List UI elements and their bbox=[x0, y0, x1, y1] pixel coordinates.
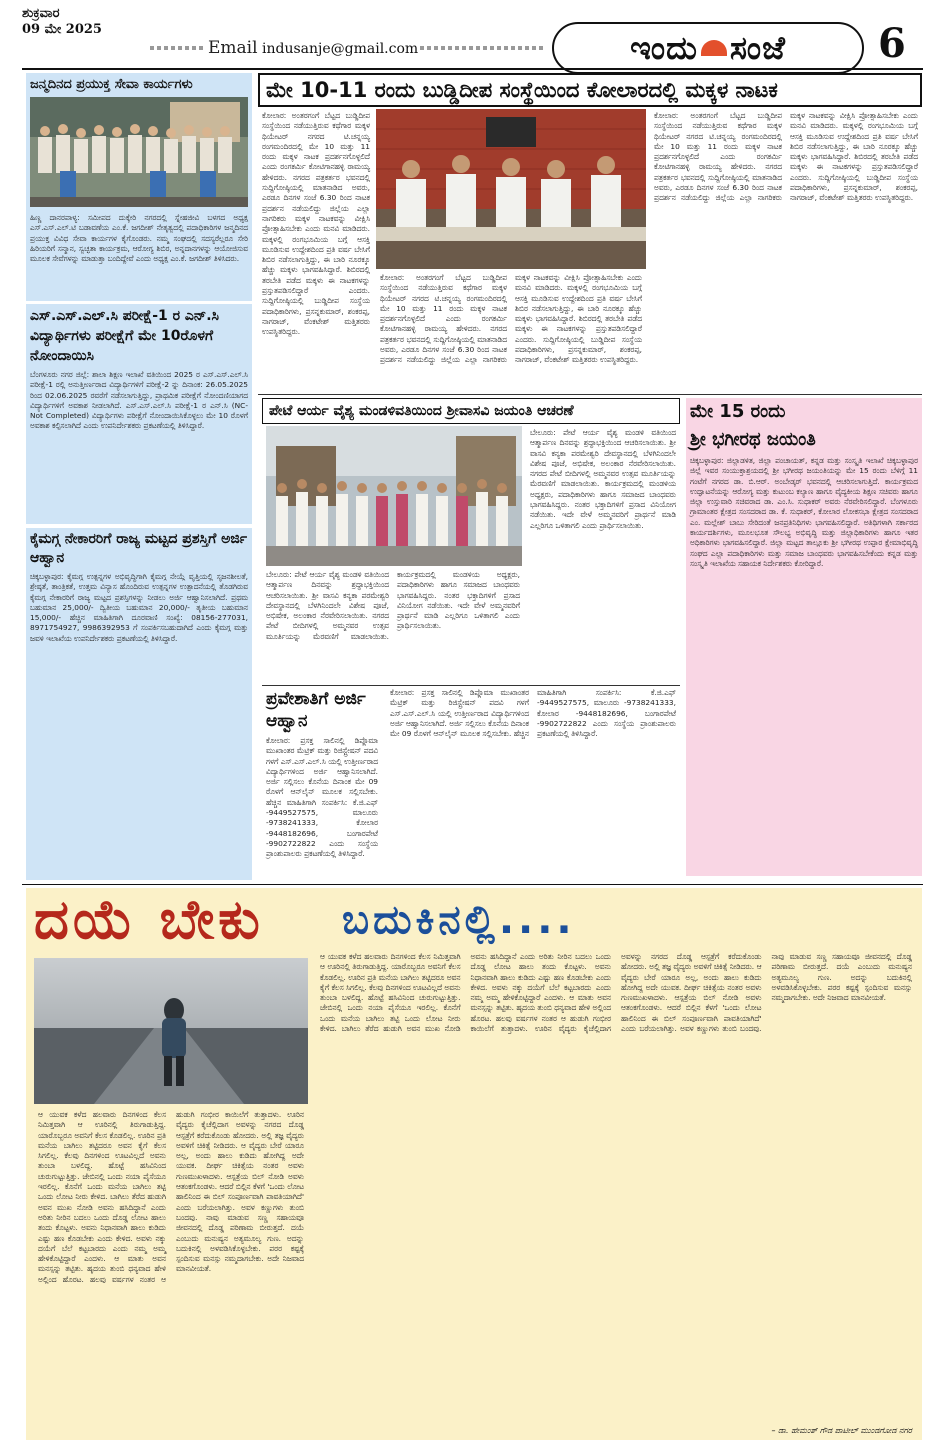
article-body-b: ಕೋಲಾರ: ಪ್ರಸಕ್ತ ಸಾಲಿನಲ್ಲಿ ಡಿಪ್ಲೊಮಾ ಮುಖಾಂತರ ಮೆಟ್ರಿಕ್ ಮತ್ತು ರಿಜಿಸ್ಟ್ರೇಷನ್ ಪದವಿ ಗಳಗೆ ಎಸ್.ಎಸ್.ಎಲ್.ಸಿ ಯಲ್ಲಿ ಉತ್ತೀರ್ಣರಾದ ವಿದ್ಯಾರ್ಥಿಗಳಿಂದ ಅರ್ಜಿ ಆಹ್ವಾನಿಸಲಾಗಿದೆ. ಅರ್ಜಿ ಸಲ್ಲಿಸಲು ಕೊನೆಯ ದಿನಾಂಕ ಮೇ 09 ರೊಳಗೆ ಆನ್‌ಲೈನ್ ಮೂಲಕ ಸಲ್ಲಿಸಬೇಕು. ಹೆಚ್ಚಿನ ಮಾಹಿತಿಗಾಗಿ ಸಂಪರ್ಕಿಸಿ: ಕೆ.ಜಿ.ಎಫ್ -9449527575, ಮಾಲೂರು -9738241333, ಕೋಲಾರ -9448182696, ಬಂಗಾರಪೇಟೆ -9902722822 ಎಂದು ಸಂಸ್ಥೆಯ ಪ್ರಾಂಶುಪಾಲರು ಪ್ರಕಟಣೆಯಲ್ಲಿ ತಿಳಿಸಿದ್ದಾರೆ. bbox=[390, 688, 676, 739]
article-body: ಹಿಣ್ಣ ದಾನರಪಾಳ್ಯ: ಸಮೀಪದ ದುಕ್ಕೇರಿ ನಗರದಲ್ಲಿ ಸ್ನೇಹಜೀವಿ ಬಳಗದ ಅಧ್ಯಕ್ಷ ಎಸ್.ಎಸ್.ಎಲ್.ಟಿ ಬಡಾವಣೆಯ ಎಂ.ಕೆ. ಜಗದೀಶ್ ನೇತೃತ್ವದಲ್ಲಿ ಪದಾಧಿಕಾರಿಗಳ ಜನ್ಮದಿನದ ಪ್ರಯುಕ್ತ ವಿವಿಧ ಸೇವಾ ಕಾರ್ಯಗಳ ಕೈಗೊಂಡರು. ನಮ್ಮ ಸಂಘದಲ್ಲಿ ಸದಸ್ಯರೆಲ್ಲರೂ ಸೇರಿ ಹಿರಿಯರಿಗೆ ಸನ್ಮಾನ, ಸ್ವಚ್ಛತಾ ಕಾರ್ಯಕ್ರಮ, ಆರೋಗ್ಯ ಶಿಬಿರ, ಅನ್ನದಾನಗಳನ್ನು ಆಯೋಜಿಸುವ ಮೂಲಕ ಸೇವೆಗಳನ್ನು ಮಾಡುತ್ತಾ ಬಂದಿದ್ದೇವೆ ಎಂದು ಅಧ್ಯಕ್ಷ ಎಂ.ಕೆ. ಜಗದೀಶ್ ತಿಳಿಸಿದರು. bbox=[30, 213, 248, 264]
divider bbox=[420, 46, 546, 50]
date: 09 ಮೇ 2025 bbox=[22, 22, 102, 37]
article-title: ಎಸ್.ಎಸ್.ಎಲ್.ಸಿ ಪರೀಕ್ಷೆ-1 ರ ಎನ್.ಸಿ ವಿದ್ಯಾರ್ಥಿಗಳು ಪರೀಕ್ಷೆಗೆ ಮೇ 10ರೊಳಗೆ ನೋಂದಾಯಿಸಿ bbox=[30, 308, 219, 364]
article-birthday-service bbox=[26, 73, 252, 301]
article-title-top: ಮೇ 15 ರಂದು bbox=[690, 401, 786, 422]
sun-icon bbox=[701, 40, 727, 56]
article-body-right: ಆ ಯುವಕ ಕಳೆದ ಹಲವಾರು ದಿನಗಳಿಂದ ಕೆಲಸ ನಿಮಿತ್ತವಾಗಿ ಆ ಊರಿನಲ್ಲಿ ತಿರುಗಾಡುತ್ತಿದ್ದ. ಯಾರೊಬ್ಬರೂ ಅವನಿಗೆ ಕೆಲಸ ಕೊಡಲಿಲ್ಲ. ಊರಿನ ಪ್ರತಿ ಮನೆಯ ಬಾಗಿಲು ತಟ್ಟಿದರೂ ಅವನ ಕೈಗೆ ಕೆಲಸ ಸಿಗಲಿಲ್ಲ. ಕೆಲವು ದಿನಗಳಿಂದ ಊಟವಿಲ್ಲದೆ ಅವನು ತುಂಬಾ ಬಳಲಿದ್ದ. ಹೊಟ್ಟೆ ಹಸಿವಿನಿಂದ ಚುರುಗುಟ್ಟುತ್ತಿತ್ತು. ಜೇಬಿನಲ್ಲಿ ಒಂದು ನಯಾ ಪೈಸೆಯೂ ಇರಲಿಲ್ಲ. ಕೊನೆಗೆ ಒಂದು ಮನೆಯ ಬಾಗಿಲು ತಟ್ಟಿ ಒಂದು ಲೋಟ ನೀರು ಕೇಳಿದ. ಬಾಗಿಲು ತೆರೆದ ಹುಡುಗಿ ಅವನ ಮುಖ ನೋಡಿ ಅವನು ಹಸಿದಿದ್ದಾನೆ ಎಂದು ಅರಿತು ನೀರಿನ ಬದಲು ಒಂದು ದೊಡ್ಡ ಲೋಟ ಹಾಲು ತಂದು ಕೊಟ್ಟಳು. ಅವನು ನಿಧಾನವಾಗಿ ಹಾಲು ಕುಡಿದು ಎಷ್ಟು ಹಣ ಕೊಡಬೇಕು ಎಂದು ಕೇಳಿದ. ಅವಳು ನಕ್ಕು ದಯೆಗೆ ಬೆಲೆ ಕಟ್ಟಬಾರದು ಎಂದು ನಮ್ಮ ಅಮ್ಮ ಹೇಳಿಕೊಟ್ಟಿದ್ದಾರೆ ಎಂದಳು. ಆ ಮಾತು ಅವನ ಮನಸ್ಸನ್ನು ತಟ್ಟಿತು. ಹೃದಯ ತುಂಬಿ ಧನ್ಯವಾದ ಹೇಳಿ ಅಲ್ಲಿಂದ ಹೊರಟ. ಹಲವು ವರ್ಷಗಳ ನಂತರ ಆ ಹುಡುಗಿ ಗಂಭೀರ ಕಾಯಿಲೆಗೆ ತುತ್ತಾದಳು. ಊರಿನ ವೈದ್ಯರು ಕೈಚೆಲ್ಲಿದಾಗ ಅವಳನ್ನು ನಗರದ ದೊಡ್ಡ ಆಸ್ಪತ್ರೆಗೆ ಕರೆದುಕೊಂಡು ಹೋದರು. ಅಲ್ಲಿ ತಜ್ಞ ವೈದ್ಯರು ಅವಳಿಗೆ ಚಿಕಿತ್ಸೆ ನೀಡಿದರು. ಆ ವೈದ್ಯರು ಬೇರೆ ಯಾರೂ ಅಲ್ಲ, ಅಂದು ಹಾಲು ಕುಡಿದು ಹೋಗಿದ್ದ ಅದೇ ಯುವಕ. ದೀರ್ಘ ಚಿಕಿತ್ಸೆಯ ನಂತರ ಅವಳು ಗುಣಮುಖಳಾದಳು. ಆಸ್ಪತ್ರೆಯ ಬಿಲ್ ನೋಡಿ ಅವಳು ಆತಂಕಗೊಂಡಳು. ಆದರೆ ಬಿಲ್ಲಿನ ಕೆಳಗೆ 'ಒಂದು ಲೋಟ ಹಾಲಿನಿಂದ ಈ ಬಿಲ್ ಸಂಪೂರ್ಣವಾಗಿ ಪಾವತಿಯಾಗಿದೆ' ಎಂದು ಬರೆಯಲಾಗಿತ್ತು. ಅವಳ ಕಣ್ಣುಗಳು ತುಂಬಿ ಬಂದವು. ನಾವು ಮಾಡುವ ಸಣ್ಣ ಸಹಾಯವೂ ಜೀವನದಲ್ಲಿ ದೊಡ್ಡ ಪರಿಣಾಮ ಬೀರುತ್ತದೆ. ದಯೆ ಎಂಬುದು ಮನುಷ್ಯನ ಅತ್ಯಮೂಲ್ಯ ಗುಣ. ಅದನ್ನು ಬದುಕಿನಲ್ಲಿ ಅಳವಡಿಸಿಕೊಳ್ಳಬೇಕು. ಪರರ ಕಷ್ಟಕ್ಕೆ ಸ್ಪಂದಿಸುವ ಮನಸ್ಸು ನಮ್ಮದಾಗಬೇಕು. ಅದೇ ನಿಜವಾದ ಮಾನವೀಯತೆ. bbox=[320, 952, 912, 1034]
article-title: ಪೇಟೆ ಆರ್ಯ ವೈಶ್ಯ ಮಂಡಳಿವತಿಯಿಂದ ಶ್ರೀವಾಸವಿ ಜಯಂತಿ ಆಚರಣೆ bbox=[262, 398, 680, 424]
person-on-road-image bbox=[34, 958, 308, 1104]
article-body: ಬೆಂಗಳೂರು ನಗರ ಜಿಲ್ಲೆ: ಶಾಲಾ ಶಿಕ್ಷಣ ಇಲಾಖೆ ವತಿಯಿಂದ 2025 ರ ಎಸ್.ಎಸ್.ಎಲ್.ಸಿ ಪರೀಕ್ಷೆ-1 ರಲ್ಲಿ ಅನುತ್ತೀರ್ಣರಾದ ವಿದ್ಯಾರ್ಥಿಗಳಿಗೆ ಪರೀಕ್ಷೆ-2 ನ್ನು ದಿನಾಂಕ: 26.05.2025 ರಿಂದ 02.06.2025 ರವರೆಗೆ ನಡೆಸಲಾಗುತ್ತಿದ್ದು, ಪ್ರಾಥಮಿಕ ಪರೀಕ್ಷೆಗೆ ನೋಂದಣಿಯಾಗದ ವಿದ್ಯಾರ್ಥಿಗಳಿಗೆ ಅವಕಾಶ ನೀಡಲಾಗಿದೆ. ಎಸ್.ಎಸ್.ಎಲ್.ಸಿ ಪರೀಕ್ಷೆ-1 ರ ಎನ್.ಸಿ (NC-Not Completed) ವಿದ್ಯಾರ್ಥಿಗಳು ಪರೀಕ್ಷೆಗೆ ನೋಂದಾಯಿಸಿಕೊಳ್ಳಲು ಮೇ 10 ರೊಳಗೆ ಅವಕಾಶ ಕಲ್ಪಿಸಲಾಗಿದೆ ಎಂದು ಉಪನಿರ್ದೇಶಕರು ಪ್ರಕಟಣೆಯಲ್ಲಿ ತಿಳಿಸಿದ್ದಾರೆ. bbox=[30, 370, 248, 431]
procession-photo bbox=[266, 426, 522, 566]
article-headline-2 bbox=[342, 890, 576, 950]
email-line bbox=[208, 38, 418, 58]
email-label: Email bbox=[208, 38, 258, 58]
section-rule bbox=[22, 884, 923, 885]
article-byline: – ಡಾ. ಹೇಮಂತ್ ಗೌಡ ಪಾಟೀಲ್ ಮುಂಡಗೋಡ ನಗರ bbox=[771, 1426, 912, 1435]
logo-text-right: ಸಂಜೆ bbox=[729, 28, 786, 67]
article-children-drama bbox=[258, 73, 922, 391]
divider bbox=[258, 394, 922, 395]
article-title: ಪ್ರವೇಶಾತಿಗೆ ಅರ್ಜಿ ಆಹ್ವಾನ bbox=[262, 686, 382, 734]
article-body-col2: ಕೋಲಾರ: ಅಂತರಗಂಗೆ ಬೆಟ್ಟದ ಬುಡ್ಡಿದೀಪ ಸಂಸ್ಥೆಯಿಂದ ನಡೆಯುತ್ತಿರುವ ಕಥೆಗಾರ ಮಕ್ಕಳ ಥಿಯೇಟರ್ ನಗರದ ಟಿ.ಚನ್ನಯ್ಯ ರಂಗಮಂದಿರದಲ್ಲಿ ಮೇ 10 ಮತ್ತು 11 ರಂದು ಮಕ್ಕಳ ನಾಟಕ ಪ್ರದರ್ಶನಗೊಳ್ಳಲಿದೆ ಎಂದು ರಂಗಕರ್ಮಿ ಕೋಟಿಗಾನಹಳ್ಳಿ ರಾಮಯ್ಯ ಹೇಳಿದರು. ನಗರದ ಪತ್ರಕರ್ತರ ಭವನದಲ್ಲಿ ಸುದ್ದಿಗೋಷ್ಠಿಯಲ್ಲಿ ಮಾತನಾಡಿದ ಅವರು, ಎರಡೂ ದಿನಗಳ ಸಂಜೆ 6.30 ರಿಂದ ನಾಟಕ ಪ್ರದರ್ಶನ ನಡೆಯಲಿದ್ದು ಜಿಲ್ಲೆಯ ಎಲ್ಲಾ ನಾಗರಿಕರು ಮಕ್ಕಳ ನಾಟಕವನ್ನು ವೀಕ್ಷಿಸಿ ಪ್ರೋತ್ಸಾಹಿಸಬೇಕು ಎಂದು ಮನವಿ ಮಾಡಿದರು. ಮಕ್ಕಳಲ್ಲಿ ರಂಗಭೂಮಿಯ ಬಗ್ಗೆ ಆಸಕ್ತಿ ಮೂಡಿಸುವ ಉದ್ದೇಶದಿಂದ ಪ್ರತಿ ವರ್ಷ ಬೇಸಿಗೆ ಶಿಬಿರ ನಡೆಸಲಾಗುತ್ತಿದ್ದು, ಈ ಬಾರಿ ನೂರಕ್ಕೂ ಹೆಚ್ಚು ಮಕ್ಕಳು ಭಾಗವಹಿಸಿದ್ದಾರೆ. ಶಿಬಿರದಲ್ಲಿ ತರಬೇತಿ ಪಡೆದ ಮಕ್ಕಳು ಈ ನಾಟಕಗಳನ್ನು ಪ್ರಸ್ತುತಪಡಿಸಲಿದ್ದಾರೆ ಎಂದರು. ಸುದ್ದಿಗೋಷ್ಠಿಯಲ್ಲಿ ಬುಡ್ಡಿದೀಪ ಸಂಸ್ಥೆಯ ಪದಾಧಿಕಾರಿಗಳು, ಪ್ರಸನ್ನಕುಮಾರ್, ಶಂಕರಪ್ಪ, ನಾಗರಾಜ್, ವೆಂಕಟೇಶ್ ಮತ್ತಿತರರು ಉಪಸ್ಥಿತರಿದ್ದರು. bbox=[380, 273, 642, 365]
article-body-left: ಆ ಯುವಕ ಕಳೆದ ಹಲವಾರು ದಿನಗಳಿಂದ ಕೆಲಸ ನಿಮಿತ್ತವಾಗಿ ಆ ಊರಿನಲ್ಲಿ ತಿರುಗಾಡುತ್ತಿದ್ದ. ಯಾರೊಬ್ಬರೂ ಅವನಿಗೆ ಕೆಲಸ ಕೊಡಲಿಲ್ಲ. ಊರಿನ ಪ್ರತಿ ಮನೆಯ ಬಾಗಿಲು ತಟ್ಟಿದರೂ ಅವನ ಕೈಗೆ ಕೆಲಸ ಸಿಗಲಿಲ್ಲ. ಕೆಲವು ದಿನಗಳಿಂದ ಊಟವಿಲ್ಲದೆ ಅವನು ತುಂಬಾ ಬಳಲಿದ್ದ. ಹೊಟ್ಟೆ ಹಸಿವಿನಿಂದ ಚುರುಗುಟ್ಟುತ್ತಿತ್ತು. ಜೇಬಿನಲ್ಲಿ ಒಂದು ನಯಾ ಪೈಸೆಯೂ ಇರಲಿಲ್ಲ. ಕೊನೆಗೆ ಒಂದು ಮನೆಯ ಬಾಗಿಲು ತಟ್ಟಿ ಒಂದು ಲೋಟ ನೀರು ಕೇಳಿದ. ಬಾಗಿಲು ತೆರೆದ ಹುಡುಗಿ ಅವನ ಮುಖ ನೋಡಿ ಅವನು ಹಸಿದಿದ್ದಾನೆ ಎಂದು ಅರಿತು ನೀರಿನ ಬದಲು ಒಂದು ದೊಡ್ಡ ಲೋಟ ಹಾಲು ತಂದು ಕೊಟ್ಟಳು. ಅವನು ನಿಧಾನವಾಗಿ ಹಾಲು ಕುಡಿದು ಎಷ್ಟು ಹಣ ಕೊಡಬೇಕು ಎಂದು ಕೇಳಿದ. ಅವಳು ನಕ್ಕು ದಯೆಗೆ ಬೆಲೆ ಕಟ್ಟಬಾರದು ಎಂದು ನಮ್ಮ ಅಮ್ಮ ಹೇಳಿಕೊಟ್ಟಿದ್ದಾರೆ ಎಂದಳು. ಆ ಮಾತು ಅವನ ಮನಸ್ಸನ್ನು ತಟ್ಟಿತು. ಹೃದಯ ತುಂಬಿ ಧನ್ಯವಾದ ಹೇಳಿ ಅಲ್ಲಿಂದ ಹೊರಟ. ಹಲವು ವರ್ಷಗಳ ನಂತರ ಆ ಹುಡುಗಿ ಗಂಭೀರ ಕಾಯಿಲೆಗೆ ತುತ್ತಾದಳು. ಊರಿನ ವೈದ್ಯರು ಕೈಚೆಲ್ಲಿದಾಗ ಅವಳನ್ನು ನಗರದ ದೊಡ್ಡ ಆಸ್ಪತ್ರೆಗೆ ಕರೆದುಕೊಂಡು ಹೋದರು. ಅಲ್ಲಿ ತಜ್ಞ ವೈದ್ಯರು ಅವಳಿಗೆ ಚಿಕಿತ್ಸೆ ನೀಡಿದರು. ಆ ವೈದ್ಯರು ಬೇರೆ ಯಾರೂ ಅಲ್ಲ, ಅಂದು ಹಾಲು ಕುಡಿದು ಹೋಗಿದ್ದ ಅದೇ ಯುವಕ. ದೀರ್ಘ ಚಿಕಿತ್ಸೆಯ ನಂತರ ಅವಳು ಗುಣಮುಖಳಾದಳು. ಆಸ್ಪತ್ರೆಯ ಬಿಲ್ ನೋಡಿ ಅವಳು ಆತಂಕಗೊಂಡಳು. ಆದರೆ ಬಿಲ್ಲಿನ ಕೆಳಗೆ 'ಒಂದು ಲೋಟ ಹಾಲಿನಿಂದ ಈ ಬಿಲ್ ಸಂಪೂರ್ಣವಾಗಿ ಪಾವತಿಯಾಗಿದೆ' ಎಂದು ಬರೆಯಲಾಗಿತ್ತು. ಅವಳ ಕಣ್ಣುಗಳು ತುಂಬಿ ಬಂದವು. ನಾವು ಮಾಡುವ ಸಣ್ಣ ಸಹಾಯವೂ ಜೀವನದಲ್ಲಿ ದೊಡ್ಡ ಪರಿಣಾಮ ಬೀರುತ್ತದೆ. ದಯೆ ಎಂಬುದು ಮನುಷ್ಯನ ಅತ್ಯಮೂಲ್ಯ ಗುಣ. ಅದನ್ನು ಬದುಕಿನಲ್ಲಿ ಅಳವಡಿಸಿಕೊಳ್ಳಬೇಕು. ಪರರ ಕಷ್ಟಕ್ಕೆ ಸ್ಪಂದಿಸುವ ಮನಸ್ಸು ನಮ್ಮದಾಗಬೇಕು. ಅದೇ ನಿಜವಾದ ಮಾನವೀಯತೆ. bbox=[38, 1110, 304, 1284]
logo-text-left: ಇಂದು bbox=[630, 28, 698, 67]
headline-part2: ಬದುಕಿನಲ್ಲಿ.... bbox=[342, 897, 576, 943]
page-number: 6 bbox=[878, 20, 906, 67]
article-title: ಮೇ 10-11 ರಂದು ಬುಡ್ಡಿದೀಪ ಸಂಸ್ಥೆಯಿಂದ ಕೋಲಾರದಲ್ಲಿ ಮಕ್ಕಳ ನಾಟಕ bbox=[258, 73, 922, 107]
article-title: ಶ್ರೀ ಭಗೀರಥ ಜಯಂತಿ bbox=[690, 429, 816, 450]
press-meet-photo bbox=[376, 109, 646, 269]
article-body-col-right: ಬೇಲೂರು: ಪೇಟೆ ಆರ್ಯ ವೈಶ್ಯ ಮಂಡಳಿ ವತಿಯಿಂದ ಆತ್ಮಾರ್ಪಣ ದಿನವನ್ನು ಶ್ರದ್ಧಾಭಕ್ತಿಯಿಂದ ಆಚರಿಸಲಾಯಿತು. ಶ್ರೀ ವಾಸವಿ ಕನ್ಯಕಾ ಪರಮೇಶ್ವರಿ ದೇವಸ್ಥಾನದಲ್ಲಿ ಬೆಳಗಿನಿಂದಲೇ ವಿಶೇಷ ಪೂಜೆ, ಅಭಿಷೇಕ, ಅಲಂಕಾರ ನೆರವೇರಿಸಲಾಯಿತು. ನಗರದ ಪೇಟೆ ಬೀದಿಗಳಲ್ಲಿ ಅಮ್ಮನವರ ಉತ್ಸವ ಮೂರ್ತಿಯನ್ನು ಮೆರವಣಿಗೆ ಮಾಡಲಾಯಿತು. ಕಾರ್ಯಕ್ರಮದಲ್ಲಿ ಮಂಡಳಿಯ ಅಧ್ಯಕ್ಷರು, ಪದಾಧಿಕಾರಿಗಳು ಹಾಗೂ ಸಮಾಜದ ಬಾಂಧವರು ಭಾಗವಹಿಸಿದ್ದರು. ನಂತರ ಭಕ್ತಾದಿಗಳಿಗೆ ಪ್ರಸಾದ ವಿನಿಯೋಗ ನಡೆಯಿತು. ಇದೇ ವೇಳೆ ಅಮ್ಮನವರಿಗೆ ಪ್ರಾರ್ಥನೆ ಮಾಡಿ ಎಲ್ಲರಿಗೂ ಒಳಿತಾಗಲಿ ಎಂದು ಪ್ರಾರ್ಥಿಸಲಾಯಿತು. bbox=[530, 428, 676, 530]
article-body: ಚಿಕ್ಕಬಳ್ಳಾಪುರ: ಕೈಮಗ್ಗ ಉತ್ಪನ್ನಗಳ ಅಭಿವೃದ್ಧಿಗಾಗಿ ಕೈಮಗ್ಗ ನೇಯ್ಗೆ ವೃತ್ತಿಯಲ್ಲಿ ಸೃಜನಶೀಲತೆ, ಶ್ರೇಷ್ಠತೆ, ತಾಂತ್ರಿಕತೆ, ಉತ್ತಮ ವಿನ್ಯಾಸ ಹೊಂದಿರುವ ಉತ್ಪನ್ನಗಳ ಉತ್ಪಾದನೆಯಲ್ಲಿ ತೊಡಗಿರುವ ಕೈಮಗ್ಗ ನೇಕಾರರಿಗೆ ರಾಜ್ಯ ಮಟ್ಟದ ಪ್ರಶಸ್ತಿಗಳನ್ನು ನೀಡಲು ಅರ್ಜಿ ಆಹ್ವಾನಿಸಲಾಗಿದೆ. ಪ್ರಥಮ ಬಹುಮಾನ 25,000/- ದ್ವಿತೀಯ ಬಹುಮಾನ 20,000/- ತೃತೀಯ ಬಹುಮಾನ 15,000/- ಹೆಚ್ಚಿನ ಮಾಹಿತಿಗಾಗಿ ದೂರವಾಣಿ ಸಂಖ್ಯೆ: 08156-277031, 8971754927, 9986392953 ಗೆ ಸಂಪರ್ಕಿಸಬಹುದಾಗಿದೆ ಎಂದು ಕೈಮಗ್ಗ ಮತ್ತು ಜವಳಿ ಇಲಾಖೆಯ ಉಪನಿರ್ದೇಶಕರು ಪ್ರಕಟಣೆಯಲ್ಲಿ ತಿಳಿಸಿದ್ದಾರೆ. bbox=[30, 572, 248, 643]
divider bbox=[262, 685, 680, 686]
weekday: ಶುಕ್ರವಾರ bbox=[22, 6, 60, 21]
masthead-date bbox=[22, 6, 102, 38]
article-body-col3: ಕೋಲಾರ: ಅಂತರಗಂಗೆ ಬೆಟ್ಟದ ಬುಡ್ಡಿದೀಪ ಸಂಸ್ಥೆಯಿಂದ ನಡೆಯುತ್ತಿರುವ ಕಥೆಗಾರ ಮಕ್ಕಳ ಥಿಯೇಟರ್ ನಗರದ ಟಿ.ಚನ್ನಯ್ಯ ರಂಗಮಂದಿರದಲ್ಲಿ ಮೇ 10 ಮತ್ತು 11 ರಂದು ಮಕ್ಕಳ ನಾಟಕ ಪ್ರದರ್ಶನಗೊಳ್ಳಲಿದೆ ಎಂದು ರಂಗಕರ್ಮಿ ಕೋಟಿಗಾನಹಳ್ಳಿ ರಾಮಯ್ಯ ಹೇಳಿದರು. ನಗರದ ಪತ್ರಕರ್ತರ ಭವನದಲ್ಲಿ ಸುದ್ದಿಗೋಷ್ಠಿಯಲ್ಲಿ ಮಾತನಾಡಿದ ಅವರು, ಎರಡೂ ದಿನಗಳ ಸಂಜೆ 6.30 ರಿಂದ ನಾಟಕ ಪ್ರದರ್ಶನ ನಡೆಯಲಿದ್ದು ಜಿಲ್ಲೆಯ ಎಲ್ಲಾ ನಾಗರಿಕರು ಮಕ್ಕಳ ನಾಟಕವನ್ನು ವೀಕ್ಷಿಸಿ ಪ್ರೋತ್ಸಾಹಿಸಬೇಕು ಎಂದು ಮನವಿ ಮಾಡಿದರು. ಮಕ್ಕಳಲ್ಲಿ ರಂಗಭೂಮಿಯ ಬಗ್ಗೆ ಆಸಕ್ತಿ ಮೂಡಿಸುವ ಉದ್ದೇಶದಿಂದ ಪ್ರತಿ ವರ್ಷ ಬೇಸಿಗೆ ಶಿಬಿರ ನಡೆಸಲಾಗುತ್ತಿದ್ದು, ಈ ಬಾರಿ ನೂರಕ್ಕೂ ಹೆಚ್ಚು ಮಕ್ಕಳು ಭಾಗವಹಿಸಿದ್ದಾರೆ. ಶಿಬಿರದಲ್ಲಿ ತರಬೇತಿ ಪಡೆದ ಮಕ್ಕಳು ಈ ನಾಟಕಗಳನ್ನು ಪ್ರಸ್ತುತಪಡಿಸಲಿದ್ದಾರೆ ಎಂದರು. ಸುದ್ದಿಗೋಷ್ಠಿಯಲ್ಲಿ ಬುಡ್ಡಿದೀಪ ಸಂಸ್ಥೆಯ ಪದಾಧಿಕಾರಿಗಳು, ಪ್ರಸನ್ನಕುಮಾರ್, ಶಂಕರಪ್ಪ, ನಾಗರಾಜ್, ವೆಂಕಟೇಶ್ ಮತ್ತಿತರರು ಉಪಸ್ಥಿತರಿದ್ದರು. bbox=[654, 111, 918, 203]
email-address: indusanje@gmail.com bbox=[262, 41, 419, 57]
article-title: ಕೈಮಗ್ಗ ನೇಕಾರರಿಗೆ ರಾಜ್ಯ ಮಟ್ಟದ ಪ್ರಶಸ್ತಿಗೆ ಅರ್ಜಿ ಆಹ್ವಾನ bbox=[30, 531, 248, 566]
article-body-col-left: ಬೇಲೂರು: ಪೇಟೆ ಆರ್ಯ ವೈಶ್ಯ ಮಂಡಳಿ ವತಿಯಿಂದ ಆತ್ಮಾರ್ಪಣ ದಿನವನ್ನು ಶ್ರದ್ಧಾಭಕ್ತಿಯಿಂದ ಆಚರಿಸಲಾಯಿತು. ಶ್ರೀ ವಾಸವಿ ಕನ್ಯಕಾ ಪರಮೇಶ್ವರಿ ದೇವಸ್ಥಾನದಲ್ಲಿ ಬೆಳಗಿನಿಂದಲೇ ವಿಶೇಷ ಪೂಜೆ, ಅಭಿಷೇಕ, ಅಲಂಕಾರ ನೆರವೇರಿಸಲಾಯಿತು. ನಗರದ ಪೇಟೆ ಬೀದಿಗಳಲ್ಲಿ ಅಮ್ಮನವರ ಉತ್ಸವ ಮೂರ್ತಿಯನ್ನು ಮೆರವಣಿಗೆ ಮಾಡಲಾಯಿತು. ಕಾರ್ಯಕ್ರಮದಲ್ಲಿ ಮಂಡಳಿಯ ಅಧ್ಯಕ್ಷರು, ಪದಾಧಿಕಾರಿಗಳು ಹಾಗೂ ಸಮಾಜದ ಬಾಂಧವರು ಭಾಗವಹಿಸಿದ್ದರು. ನಂತರ ಭಕ್ತಾದಿಗಳಿಗೆ ಪ್ರಸಾದ ವಿನಿಯೋಗ ನಡೆಯಿತು. ಇದೇ ವೇಳೆ ಅಮ್ಮನವರಿಗೆ ಪ್ರಾರ್ಥನೆ ಮಾಡಿ ಎಲ್ಲರಿಗೂ ಒಳಿತಾಗಲಿ ಎಂದು ಪ್ರಾರ್ಥಿಸಲಾಯಿತು. bbox=[266, 570, 520, 641]
article-bhagiratha-jayanti bbox=[686, 398, 922, 876]
header-rule bbox=[22, 68, 923, 70]
article-headline bbox=[34, 890, 334, 950]
article-title: ಜನ್ಮದಿನದ ಪ್ರಯುಕ್ತ ಸೇವಾ ಕಾರ್ಯಗಳು bbox=[30, 77, 193, 92]
headline-part1: ದಯೆ ಬೇಕು bbox=[34, 888, 264, 951]
article-admission bbox=[262, 686, 680, 876]
article-body-a: ಕೋಲಾರ: ಪ್ರಸಕ್ತ ಸಾಲಿನಲ್ಲಿ ಡಿಪ್ಲೊಮಾ ಮುಖಾಂತರ ಮೆಟ್ರಿಕ್ ಮತ್ತು ರಿಜಿಸ್ಟ್ರೇಷನ್ ಪದವಿ ಗಳಗೆ ಎಸ್.ಎಸ್.ಎಲ್.ಸಿ ಯಲ್ಲಿ ಉತ್ತೀರ್ಣರಾದ ವಿದ್ಯಾರ್ಥಿಗಳಿಂದ ಅರ್ಜಿ ಆಹ್ವಾನಿಸಲಾಗಿದೆ. ಅರ್ಜಿ ಸಲ್ಲಿಸಲು ಕೊನೆಯ ದಿನಾಂಕ ಮೇ 09 ರೊಳಗೆ ಆನ್‌ಲೈನ್ ಮೂಲಕ ಸಲ್ಲಿಸಬೇಕು. ಹೆಚ್ಚಿನ ಮಾಹಿತಿಗಾಗಿ ಸಂಪರ್ಕಿಸಿ: ಕೆ.ಜಿ.ಎಫ್ -9449527575, ಮಾಲೂರು -9738241333, ಕೋಲಾರ -9448182696, ಬಂಗಾರಪೇಟೆ -9902722822 ಎಂದು ಸಂಸ್ಥೆಯ ಪ್ರಾಂಶುಪಾಲರು ಪ್ರಕಟಣೆಯಲ್ಲಿ ತಿಳಿಸಿದ್ದಾರೆ. bbox=[266, 736, 378, 859]
article-body: ಚಿಕ್ಕಬಳ್ಳಾಪುರ: ಜಿಲ್ಲಾಡಳಿತ, ಜಿಲ್ಲಾ ಪಂಚಾಯತ್, ಕನ್ನಡ ಮತ್ತು ಸಂಸ್ಕೃತಿ ಇಲಾಖೆ ಚಿಕ್ಕಬಳ್ಳಾಪುರ ಜಿಲ್ಲೆ ಇವರ ಸಂಯುಕ್ತಾಶ್ರಯದಲ್ಲಿ ಶ್ರೀ ಭಗೀರಥ ಜಯಂತಿಯನ್ನು ಮೇ 15 ರಂದು ಬೆಳಿಗ್ಗೆ 11 ಗಂಟೆಗೆ ನಗರದ ಡಾ. ಬಿ.ಆರ್. ಅಂಬೇಡ್ಕರ್ ಭವನದಲ್ಲಿ ಆಚರಿಸಲಾಗುತ್ತಿದೆ. ಕಾರ್ಯಕ್ರಮದ ಉದ್ಘಾಟನೆಯನ್ನು ಆರೋಗ್ಯ ಮತ್ತು ಕುಟುಂಬ ಕಲ್ಯಾಣ ಹಾಗೂ ವೈದ್ಯಕೀಯ ಶಿಕ್ಷಣ ಸಚಿವರು ಹಾಗೂ ಜಿಲ್ಲಾ ಉಸ್ತುವಾರಿ ಸಚಿವರಾದ ಡಾ. ಎಂ.ಸಿ. ಸುಧಾಕರ್ ಅವರು ನೆರವೇರಿಸಲಿದ್ದಾರೆ. ಬೆಂಗಳೂರು ಗ್ರಾಮಾಂತರ ಕ್ಷೇತ್ರದ ಸಂಸದರಾದ ಡಾ. ಕೆ. ಸುಧಾಕರ್, ಕೋಲಾರ ಲೋಕಸಭಾ ಕ್ಷೇತ್ರದ ಸಂಸದರಾದ ಎಂ. ಮಲ್ಲೇಶ್ ಬಾಬು ಸೇರಿದಂತೆ ಜನಪ್ರತಿನಿಧಿಗಳು ಭಾಗವಹಿಸಲಿದ್ದಾರೆ. ಅತಿಥಿಗಳಾಗಿ ಸರ್ಕಾರದ ಕಾರ್ಯದರ್ಶಿಗಳು, ಮೂಲಭೂತ ಸೌಲಭ್ಯ ಅಭಿವೃದ್ಧಿ ಮತ್ತು ಜಿಲ್ಲಾಧಿಕಾರಿಗಳು ಹಾಗೂ ಇತರ ಅಧಿಕಾರಿಗಳು ಭಾಗವಹಿಸಲಿದ್ದಾರೆ. ಜಿಲ್ಲಾ ಮಟ್ಟದ ತಾಲ್ಲೂಕು ಶ್ರೀ ಭಗೀರಥ ಉಪ್ಪಾರ ಕ್ಷೇಮಾಭಿವೃದ್ಧಿ ಸಂಘದ ಎಲ್ಲಾ ಪದಾಧಿಕಾರಿಗಳು ಮತ್ತು ಸಮಾಜ ಬಾಂಧವರು ಭಾಗವಹಿಸಬೇಕೆಂದು ಕನ್ನಡ ಮತ್ತು ಸಂಸ್ಕೃತಿ ಇಲಾಖೆಯ ಸಹಾಯಕ ನಿರ್ದೇಶಕರು ಕೋರಿದ್ದಾರೆ. bbox=[690, 456, 918, 568]
article-body-col1: ಕೋಲಾರ: ಅಂತರಗಂಗೆ ಬೆಟ್ಟದ ಬುಡ್ಡಿದೀಪ ಸಂಸ್ಥೆಯಿಂದ ನಡೆಯುತ್ತಿರುವ ಕಥೆಗಾರ ಮಕ್ಕಳ ಥಿಯೇಟರ್ ನಗರದ ಟಿ.ಚನ್ನಯ್ಯ ರಂಗಮಂದಿರದಲ್ಲಿ ಮೇ 10 ಮತ್ತು 11 ರಂದು ಮಕ್ಕಳ ನಾಟಕ ಪ್ರದರ್ಶನಗೊಳ್ಳಲಿದೆ ಎಂದು ರಂಗಕರ್ಮಿ ಕೋಟಿಗಾನಹಳ್ಳಿ ರಾಮಯ್ಯ ಹೇಳಿದರು. ನಗರದ ಪತ್ರಕರ್ತರ ಭವನದಲ್ಲಿ ಸುದ್ದಿಗೋಷ್ಠಿಯಲ್ಲಿ ಮಾತನಾಡಿದ ಅವರು, ಎರಡೂ ದಿನಗಳ ಸಂಜೆ 6.30 ರಿಂದ ನಾಟಕ ಪ್ರದರ್ಶನ ನಡೆಯಲಿದ್ದು ಜಿಲ್ಲೆಯ ಎಲ್ಲಾ ನಾಗರಿಕರು ಮಕ್ಕಳ ನಾಟಕವನ್ನು ವೀಕ್ಷಿಸಿ ಪ್ರೋತ್ಸಾಹಿಸಬೇಕು ಎಂದು ಮನವಿ ಮಾಡಿದರು. ಮಕ್ಕಳಲ್ಲಿ ರಂಗಭೂಮಿಯ ಬಗ್ಗೆ ಆಸಕ್ತಿ ಮೂಡಿಸುವ ಉದ್ದೇಶದಿಂದ ಪ್ರತಿ ವರ್ಷ ಬೇಸಿಗೆ ಶಿಬಿರ ನಡೆಸಲಾಗುತ್ತಿದ್ದು, ಈ ಬಾರಿ ನೂರಕ್ಕೂ ಹೆಚ್ಚು ಮಕ್ಕಳು ಭಾಗವಹಿಸಿದ್ದಾರೆ. ಶಿಬಿರದಲ್ಲಿ ತರಬೇತಿ ಪಡೆದ ಮಕ್ಕಳು ಈ ನಾಟಕಗಳನ್ನು ಪ್ರಸ್ತುತಪಡಿಸಲಿದ್ದಾರೆ ಎಂದರು. ಸುದ್ದಿಗೋಷ್ಠಿಯಲ್ಲಿ ಬುಡ್ಡಿದೀಪ ಸಂಸ್ಥೆಯ ಪದಾಧಿಕಾರಿಗಳು, ಪ್ರಸನ್ನಕುಮಾರ್, ಶಂಕರಪ್ಪ, ನಾಗರಾಜ್, ವೆಂಕಟೇಶ್ ಮತ್ತಿತರರು ಉಪಸ್ಥಿತರಿದ್ದರು. bbox=[262, 111, 370, 337]
article-sslc-exam bbox=[26, 304, 252, 524]
newspaper-logo bbox=[552, 22, 864, 74]
group-photo bbox=[30, 97, 248, 207]
article-kindness bbox=[26, 888, 922, 1440]
divider bbox=[150, 46, 206, 50]
article-handloom-award bbox=[26, 528, 252, 880]
